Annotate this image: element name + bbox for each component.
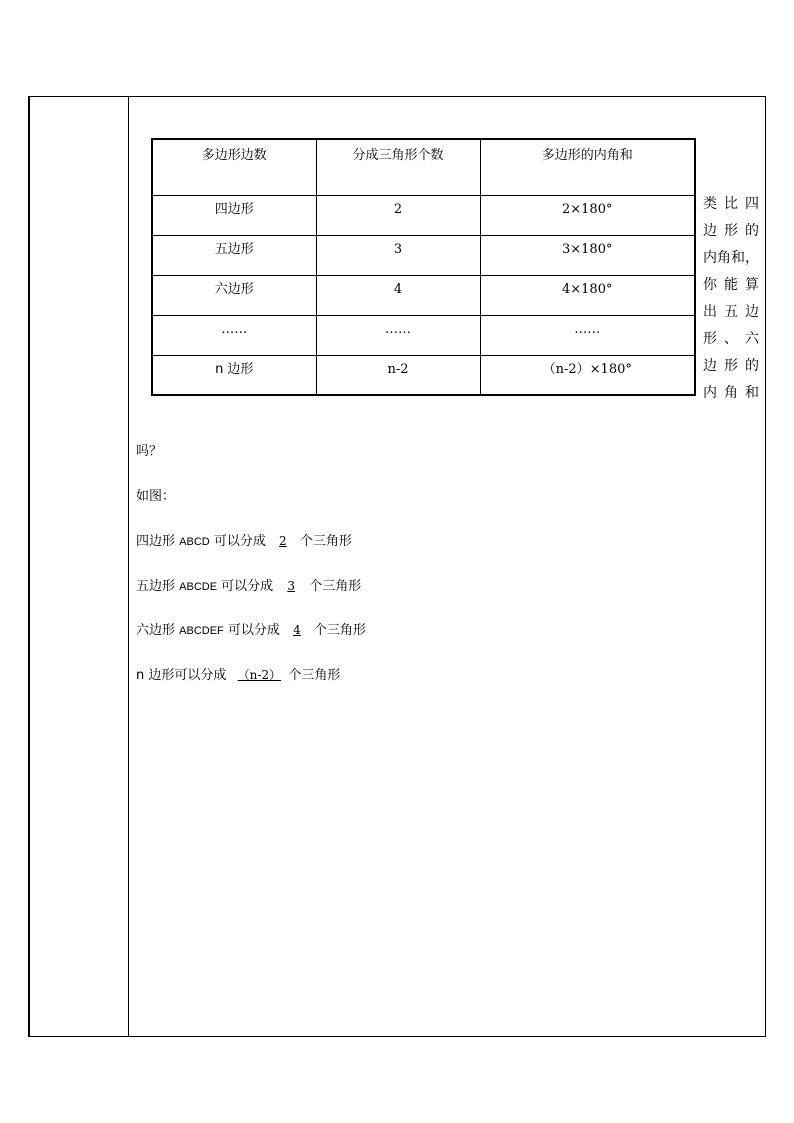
cell-triangle-count: 2: [316, 195, 480, 235]
polygon-angle-table: [151, 138, 696, 396]
statement-suffix: 个三角形: [309, 579, 362, 594]
statement-n-gon: [136, 666, 340, 685]
statement-suffix: 个三角形: [313, 623, 366, 638]
vertex-label: ABCDE: [179, 581, 218, 593]
cell-angle-sum: 4×180°: [480, 275, 695, 315]
statement-hexagon: [136, 621, 366, 640]
header-cell-sides: 多边形边数: [152, 139, 316, 195]
statement-middle: 可以分成: [209, 534, 266, 549]
statement-suffix: 个三角形: [299, 534, 352, 549]
cell-polygon: ……: [152, 315, 316, 355]
header-cell-triangles: 分成三角形个数: [316, 139, 480, 195]
table-row: [152, 315, 695, 355]
vertex-label: ABCDEF: [179, 625, 224, 637]
statement-prefix: n 边形可以分成: [136, 668, 227, 683]
intro-text: 如图：: [136, 489, 176, 504]
cell-angle-sum: （n-2）×180°: [480, 355, 695, 395]
answer-blank: 3: [287, 579, 295, 593]
column-divider: [128, 96, 129, 1037]
table-row: [152, 355, 695, 395]
side-question: [703, 191, 759, 407]
cell-angle-sum: 3×180°: [480, 235, 695, 275]
cell-triangle-count: ……: [316, 315, 480, 355]
statement-prefix: 五边形: [136, 579, 180, 594]
table-row: [152, 275, 695, 315]
answer-blank: 2: [279, 534, 287, 548]
side-question-line: 形、六: [703, 331, 759, 347]
cell-polygon: 五边形: [152, 235, 316, 275]
statement-prefix: 四边形: [136, 534, 180, 549]
cell-triangle-count: n-2: [316, 355, 480, 395]
cell-angle-sum: 2×180°: [480, 195, 695, 235]
statement-quadrilateral: [136, 532, 352, 551]
side-question-line: 边形的: [703, 223, 759, 239]
cell-triangle-count: 3: [316, 235, 480, 275]
statement-middle: 可以分成: [217, 579, 274, 594]
side-question-line: 类比四: [703, 196, 759, 212]
answer-blank: 4: [293, 623, 301, 637]
statement-pentagon: [136, 577, 361, 596]
side-question-line: 边形的: [703, 358, 759, 374]
table-row: [152, 195, 695, 235]
header-cell-angle-sum: 多边形的内角和: [480, 139, 695, 195]
question-ending: 吗？: [136, 444, 163, 459]
side-question-line: 内角和: [703, 385, 759, 401]
cell-polygon: 四边形: [152, 195, 316, 235]
statement-middle: 可以分成: [223, 623, 280, 638]
table-row: [152, 235, 695, 275]
side-question-line: 内角和，: [703, 250, 759, 266]
statement-suffix: 个三角形: [288, 668, 341, 683]
cell-triangle-count: 4: [316, 275, 480, 315]
cell-polygon: 六边形: [152, 275, 316, 315]
side-question-line: 你能算: [703, 277, 759, 293]
side-question-line: 出五边: [703, 304, 759, 320]
vertex-label: ABCD: [179, 536, 210, 548]
table-header-row: [152, 139, 695, 195]
answer-blank: （n-2）: [237, 668, 282, 682]
cell-polygon: n 边形: [152, 355, 316, 395]
cell-angle-sum: ……: [480, 315, 695, 355]
statement-prefix: 六边形: [136, 623, 180, 638]
